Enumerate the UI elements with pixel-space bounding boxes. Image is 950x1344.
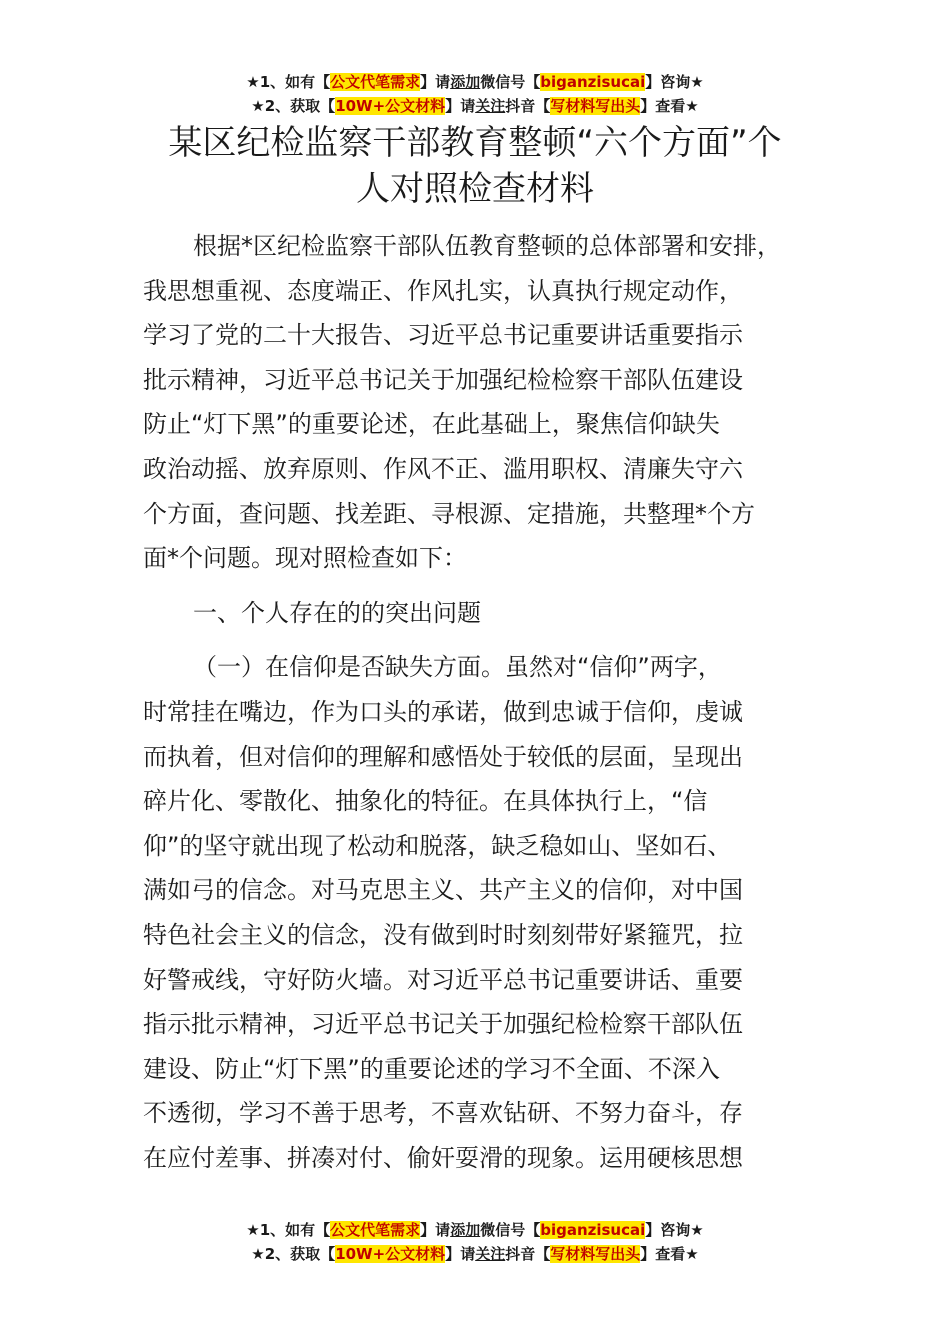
paragraph-line: 个方面，查问题、找差距、寻根源、定措施，共整理*个方 — [143, 499, 755, 528]
footer-banner — [0, 1218, 950, 1266]
paragraph-line: 在应付差事、拼凑对付、偷奸耍滑的现象。运用硬核思想 — [143, 1143, 743, 1172]
banner-highlight: 公文代笔需求 — [330, 1221, 421, 1239]
banner-line-1 — [0, 1218, 950, 1242]
paragraph-line: （一）在信仰是否缺失方面。虽然对“信仰”两字， — [193, 653, 722, 682]
banner-line-2 — [0, 1242, 950, 1266]
title-line: 某区纪检监察干部教育整顿“六个方面”个 — [168, 123, 782, 163]
banner-text: 】请 — [420, 73, 451, 91]
banner-text: ★2、获取【 — [251, 97, 336, 115]
banner-highlight: biganzisucai — [540, 1221, 646, 1239]
banner-text: 】咨询★ — [645, 73, 704, 91]
banner-highlight: 写材料写出头 — [550, 1245, 641, 1263]
banner-underline: 添加 — [450, 1221, 481, 1239]
paragraph-line: 防止“灯下黑”的重要论述，在此基础上，聚焦信仰缺失 — [143, 410, 720, 439]
banner-text: 抖音【 — [505, 1245, 551, 1263]
banner-text: 】咨询★ — [645, 1221, 704, 1239]
paragraph-line: 我思想重视、态度端正、作风扎实，认真执行规定动作， — [143, 276, 743, 305]
title-line: 人对照检查材料 — [356, 169, 594, 209]
paragraph-line: 批示精神，习近平总书记关于加强纪检检察干部队伍建设 — [143, 365, 743, 394]
document-title — [0, 120, 950, 212]
banner-highlight: 公文代笔需求 — [330, 73, 421, 91]
paragraph-line: 政治动摇、放弃原则、作风不正、滥用职权、清廉失守六 — [143, 454, 743, 483]
banner-text: ★1、如有【 — [246, 1221, 331, 1239]
banner-text: 抖音【 — [505, 97, 551, 115]
banner-line-2 — [0, 94, 950, 118]
paragraph-line: 好警戒线，守好防火墙。对习近平总书记重要讲话、重要 — [143, 965, 743, 994]
paragraph-line: 根据*区纪检监察干部队伍教育整顿的总体部署和安排， — [193, 232, 781, 260]
paragraph-line: 面*个问题。现对照检查如下： — [143, 544, 467, 573]
paragraph-line: 时常挂在嘴边，作为口头的承诺，做到忠诚于信仰，虔诚 — [143, 697, 743, 726]
banner-text: ★1、如有【 — [246, 73, 331, 91]
banner-text: 】请 — [420, 1221, 451, 1239]
paragraph-line: 特色社会主义的信念，没有做到时时刻刻带好紧箍咒，拉 — [143, 920, 743, 949]
paragraph-line: 建设、防止“灯下黑”的重要论述的学习不全面、不深入 — [143, 1054, 720, 1083]
banner-text: ★2、获取【 — [251, 1245, 336, 1263]
paragraph-line: 仰”的坚守就出现了松动和脱落，缺乏稳如山、坚如石、 — [143, 831, 732, 860]
banner-text: 】请 — [445, 97, 476, 115]
banner-highlight: 10W+公文材料 — [335, 97, 446, 115]
banner-underline: 关注 — [475, 1245, 506, 1263]
banner-highlight: biganzisucai — [540, 73, 646, 91]
banner-text: 微信号【 — [480, 1221, 541, 1239]
banner-text: 】查看★ — [640, 97, 699, 115]
section-heading: 一、个人存在的的突出问题 — [193, 598, 481, 627]
banner-line-1 — [0, 70, 950, 94]
paragraph-line: 而执着，但对信仰的理解和感悟处于较低的层面，呈现出 — [143, 742, 743, 771]
paragraph-line: 不透彻，学习不善于思考，不喜欢钻研、不努力奋斗，存 — [143, 1099, 743, 1128]
paragraph-line: 碎片化、零散化、抽象化的特征。在具体执行上，“信 — [143, 787, 708, 816]
document-body — [143, 224, 823, 1180]
header-banner — [0, 70, 950, 118]
banner-underline: 添加 — [450, 73, 481, 91]
paragraph-line: 学习了党的二十大报告、习近平总书记重要讲话重要指示 — [143, 321, 743, 350]
banner-text: 】查看★ — [640, 1245, 699, 1263]
banner-underline: 关注 — [475, 97, 506, 115]
banner-text: 微信号【 — [480, 73, 541, 91]
banner-highlight: 10W+公文材料 — [335, 1245, 446, 1263]
paragraph-line: 指示批示精神，习近平总书记关于加强纪检检察干部队伍 — [143, 1010, 743, 1039]
banner-text: 】请 — [445, 1245, 476, 1263]
paragraph-line: 满如弓的信念。对马克思主义、共产主义的信仰，对中国 — [143, 876, 743, 905]
banner-highlight: 写材料写出头 — [550, 97, 641, 115]
